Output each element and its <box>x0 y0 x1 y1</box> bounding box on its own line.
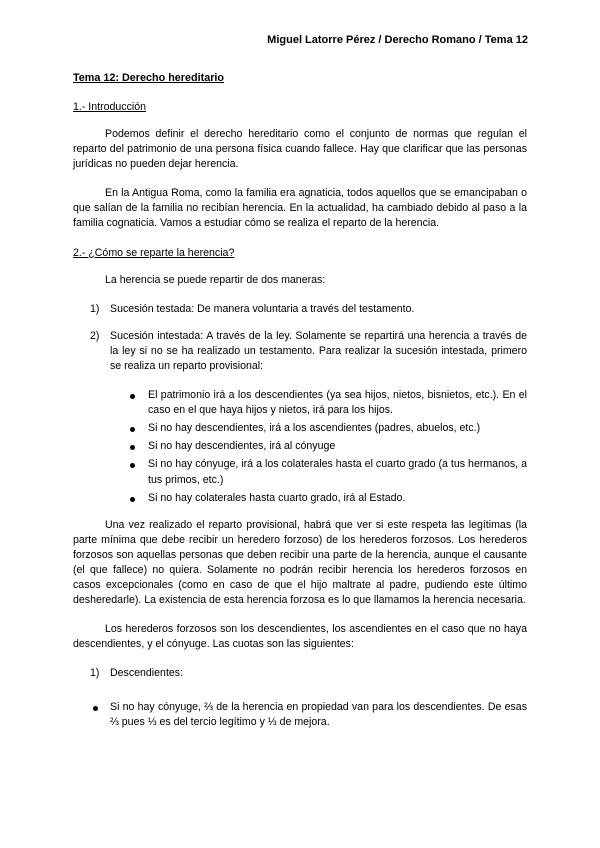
bullet-icon <box>130 463 135 468</box>
list-number: 2) <box>90 329 100 342</box>
bullet-text: Si no hay descendientes, irá al cónyuge <box>148 440 336 453</box>
bullet-item <box>130 491 527 506</box>
paragraph: Los herederos forzosos son los descendientes, los ascendientes en el caso que no haya descendientes, y el cónyuge. Las cuotas son las siguientes: <box>73 623 527 651</box>
paragraph: La herencia se puede repartir de dos maneras: <box>105 273 326 286</box>
bullet-item <box>130 457 527 487</box>
bullet-text: Si no hay cónyuge, ⅔ de la herencia en propiedad van para los descendientes. De esas ⅔ pues ⅓ es del tercio legítimo y ⅓ de mejora. <box>110 700 527 728</box>
bullet-list <box>73 700 527 730</box>
document-body <box>73 71 527 730</box>
list-item <box>73 302 527 317</box>
bullet-item <box>130 388 527 418</box>
section-heading-introduccion: 1.- Introducción <box>73 101 147 113</box>
bullet-item <box>73 700 527 730</box>
bullet-item <box>130 421 527 436</box>
section-heading-reparto: 2.- ¿Cómo se reparte la herencia? <box>73 246 235 259</box>
bullet-icon <box>130 427 135 432</box>
bullet-text: Si no hay cónyuge, irá a los colaterales hasta el cuarto grado (a tus hermanos, a tus primos, etc.) <box>148 458 527 486</box>
numbered-list <box>73 666 527 681</box>
bullet-icon <box>93 706 98 711</box>
bullet-text: Si no hay descendientes, irá a los ascendientes (padres, abuelos, etc.) <box>148 422 481 435</box>
numbered-list <box>73 302 527 506</box>
bullet-text: Si no hay colaterales hasta cuarto grado, irá al Estado. <box>148 491 406 504</box>
list-number: 1) <box>90 302 100 315</box>
bullet-icon <box>130 497 135 502</box>
list-number: 1) <box>90 667 100 680</box>
bullet-icon <box>130 394 135 399</box>
paragraph: En la Antigua Roma, como la familia era agnaticia, todos aquellos que se emancipaban o que salían de la familia no recibían herencia. En la actualidad, ha cambiado debido al paso a la familia cognaticia. Vamos a estudiar cómo se realiza el reparto de la herencia. <box>73 187 527 230</box>
paragraph: Una vez realizado el reparto provisional, habrá que ver si este respeta las legítimas (la parte mínima que debe recibir un heredero forzoso) de los herederos forzosos. Los herederos forzosos son aquellas personas que deben recibir una parte de la herencia, aunque el causante (el que fallece) no quiera. Solamente no podrán recibir herencia los herederos forzosos en casos excepcionales (como en caso de que el hijo maltrate al padre, pudiendo este último desheredarle). La existencia de esta herencia forzosa es lo que llamamos la herencia necesaria. <box>73 518 527 607</box>
bullet-item <box>130 439 527 454</box>
page-header: Miguel Latorre Pérez / Derecho Romano / Tema 12 <box>267 34 528 46</box>
list-item-text: Sucesión intestada: A través de la ley. Solamente se repartirá una herencia a través de la ley si no se ha realizado un testamento. Para realizar la sucesión intestada, primero se realiza un reparto provisional: <box>110 329 527 372</box>
paragraph: Podemos definir el derecho hereditario como el conjunto de normas que regulan el reparto del patrimonio de una persona física cuando fallece. Hay que clarificar que las personas jurídicas no pueden dejar herencia. <box>73 128 527 171</box>
bullet-text: El patrimonio irá a los descendientes (ya sea hijos, nietos, bisnietos, etc.). En el caso en el que haya hijos y nietos, irá para los hijos. <box>148 389 527 417</box>
bullet-list <box>130 388 527 506</box>
list-item-text: Sucesión testada: De manera voluntaria a través del testamento. <box>110 302 415 315</box>
list-item <box>73 666 527 681</box>
list-item-text: Descendientes: <box>110 667 184 680</box>
bullet-icon <box>130 445 135 450</box>
list-item <box>73 329 527 506</box>
document-title: Tema 12: Derecho hereditario <box>73 72 225 84</box>
